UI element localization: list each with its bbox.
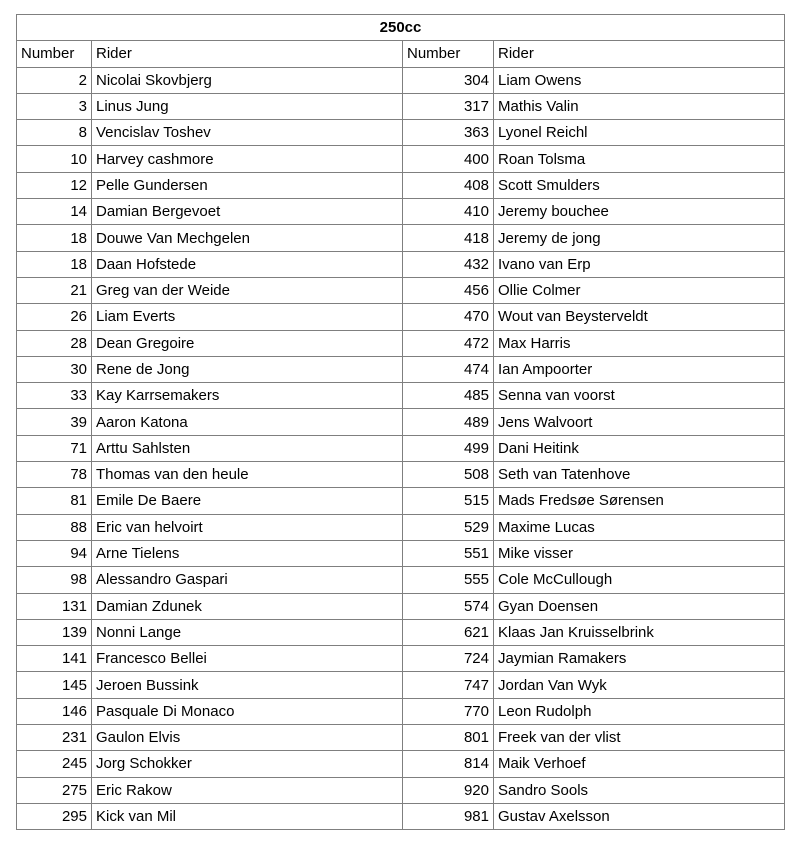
left-rider-cell: Pelle Gundersen xyxy=(92,172,403,198)
left-rider-cell: Kay Karrsemakers xyxy=(92,383,403,409)
right-rider-cell: Jordan Van Wyk xyxy=(494,672,785,698)
table-title: 250cc xyxy=(17,15,785,41)
left-number-cell: 12 xyxy=(17,172,92,198)
left-rider-cell: Francesco Bellei xyxy=(92,646,403,672)
left-number-cell: 10 xyxy=(17,146,92,172)
left-number-cell: 139 xyxy=(17,619,92,645)
table-row xyxy=(17,593,785,619)
left-rider-cell: Nicolai Skovbjerg xyxy=(92,67,403,93)
left-rider-cell: Rene de Jong xyxy=(92,356,403,382)
right-number-cell: 474 xyxy=(403,356,494,382)
right-rider-cell: Roan Tolsma xyxy=(494,146,785,172)
right-number-cell: 410 xyxy=(403,199,494,225)
left-rider-cell: Pasquale Di Monaco xyxy=(92,698,403,724)
left-rider-cell: Vencislav Toshev xyxy=(92,120,403,146)
left-number-cell: 81 xyxy=(17,488,92,514)
left-rider-cell: Gaulon Elvis xyxy=(92,725,403,751)
left-rider-cell: Emile De Baere xyxy=(92,488,403,514)
left-number-cell: 231 xyxy=(17,725,92,751)
right-rider-cell: Mads Fredsøe Sørensen xyxy=(494,488,785,514)
right-rider-cell: Scott Smulders xyxy=(494,172,785,198)
right-number-cell: 981 xyxy=(403,803,494,829)
right-rider-cell: Maxime Lucas xyxy=(494,514,785,540)
right-rider-cell: Cole McCullough xyxy=(494,567,785,593)
right-number-cell: 515 xyxy=(403,488,494,514)
right-number-cell: 814 xyxy=(403,751,494,777)
right-rider-cell: Wout van Beysterveldt xyxy=(494,304,785,330)
table-row xyxy=(17,304,785,330)
right-rider-cell: Jeremy bouchee xyxy=(494,199,785,225)
right-rider-cell: Freek van der vlist xyxy=(494,725,785,751)
table-row xyxy=(17,277,785,303)
left-number-cell: 275 xyxy=(17,777,92,803)
table-row xyxy=(17,751,785,777)
right-rider-cell: Klaas Jan Kruisselbrink xyxy=(494,619,785,645)
table-row xyxy=(17,251,785,277)
left-rider-cell: Damian Zdunek xyxy=(92,593,403,619)
right-rider-cell: Jens Walvoort xyxy=(494,409,785,435)
left-rider-cell: Arne Tielens xyxy=(92,540,403,566)
table-row xyxy=(17,67,785,93)
right-rider-cell: Sandro Sools xyxy=(494,777,785,803)
left-number-cell: 28 xyxy=(17,330,92,356)
left-rider-cell: Aaron Katona xyxy=(92,409,403,435)
left-number-cell: 145 xyxy=(17,672,92,698)
table-row xyxy=(17,330,785,356)
left-number-cell: 2 xyxy=(17,67,92,93)
table-row xyxy=(17,488,785,514)
left-number-cell: 131 xyxy=(17,593,92,619)
right-number-cell: 801 xyxy=(403,725,494,751)
right-number-cell: 508 xyxy=(403,462,494,488)
right-rider-cell: Ollie Colmer xyxy=(494,277,785,303)
left-rider-cell: Linus Jung xyxy=(92,93,403,119)
right-rider-cell: Gustav Axelsson xyxy=(494,803,785,829)
right-rider-cell: Dani Heitink xyxy=(494,435,785,461)
table-row xyxy=(17,383,785,409)
left-number-cell: 30 xyxy=(17,356,92,382)
left-rider-cell: Harvey cashmore xyxy=(92,146,403,172)
left-rider-cell: Nonni Lange xyxy=(92,619,403,645)
left-number-cell: 21 xyxy=(17,277,92,303)
left-rider-cell: Liam Everts xyxy=(92,304,403,330)
right-number-cell: 920 xyxy=(403,777,494,803)
right-rider-cell: Mike visser xyxy=(494,540,785,566)
table-row xyxy=(17,146,785,172)
right-rider-cell: Lyonel Reichl xyxy=(494,120,785,146)
left-number-cell: 245 xyxy=(17,751,92,777)
left-rider-cell: Daan Hofstede xyxy=(92,251,403,277)
table-row xyxy=(17,777,785,803)
left-number-cell: 141 xyxy=(17,646,92,672)
table-row xyxy=(17,567,785,593)
table-row xyxy=(17,462,785,488)
right-number-cell: 408 xyxy=(403,172,494,198)
left-number-cell: 39 xyxy=(17,409,92,435)
title-row xyxy=(17,15,785,41)
header-rider-1: Rider xyxy=(92,41,403,67)
right-rider-cell: Ian Ampoorter xyxy=(494,356,785,382)
table-row xyxy=(17,619,785,645)
left-number-cell: 78 xyxy=(17,462,92,488)
header-row xyxy=(17,41,785,67)
left-rider-cell: Douwe Van Mechgelen xyxy=(92,225,403,251)
header-number-2: Number xyxy=(403,41,494,67)
table-row xyxy=(17,356,785,382)
table-row xyxy=(17,409,785,435)
table-row xyxy=(17,93,785,119)
right-rider-cell: Senna van voorst xyxy=(494,383,785,409)
table-row xyxy=(17,803,785,829)
right-rider-cell: Jeremy de jong xyxy=(494,225,785,251)
left-number-cell: 71 xyxy=(17,435,92,461)
right-number-cell: 432 xyxy=(403,251,494,277)
left-number-cell: 33 xyxy=(17,383,92,409)
table-row xyxy=(17,698,785,724)
right-rider-cell: Leon Rudolph xyxy=(494,698,785,724)
rider-table xyxy=(16,14,785,830)
right-rider-cell: Ivano van Erp xyxy=(494,251,785,277)
right-number-cell: 485 xyxy=(403,383,494,409)
left-rider-cell: Greg van der Weide xyxy=(92,277,403,303)
left-rider-cell: Thomas van den heule xyxy=(92,462,403,488)
table-row xyxy=(17,225,785,251)
table-row xyxy=(17,172,785,198)
left-number-cell: 14 xyxy=(17,199,92,225)
right-number-cell: 747 xyxy=(403,672,494,698)
left-number-cell: 94 xyxy=(17,540,92,566)
table-row xyxy=(17,120,785,146)
left-rider-cell: Jorg Schokker xyxy=(92,751,403,777)
right-rider-cell: Mathis Valin xyxy=(494,93,785,119)
table-row xyxy=(17,725,785,751)
left-rider-cell: Arttu Sahlsten xyxy=(92,435,403,461)
right-number-cell: 304 xyxy=(403,67,494,93)
right-number-cell: 489 xyxy=(403,409,494,435)
left-number-cell: 26 xyxy=(17,304,92,330)
right-number-cell: 363 xyxy=(403,120,494,146)
right-number-cell: 724 xyxy=(403,646,494,672)
right-number-cell: 770 xyxy=(403,698,494,724)
right-number-cell: 470 xyxy=(403,304,494,330)
right-number-cell: 551 xyxy=(403,540,494,566)
table-row xyxy=(17,646,785,672)
table-row xyxy=(17,540,785,566)
right-number-cell: 400 xyxy=(403,146,494,172)
left-number-cell: 18 xyxy=(17,225,92,251)
right-number-cell: 317 xyxy=(403,93,494,119)
header-number-1: Number xyxy=(17,41,92,67)
right-number-cell: 574 xyxy=(403,593,494,619)
right-rider-cell: Gyan Doensen xyxy=(494,593,785,619)
left-rider-cell: Damian Bergevoet xyxy=(92,199,403,225)
left-rider-cell: Jeroen Bussink xyxy=(92,672,403,698)
right-number-cell: 621 xyxy=(403,619,494,645)
header-rider-2: Rider xyxy=(494,41,785,67)
right-rider-cell: Max Harris xyxy=(494,330,785,356)
table-row xyxy=(17,672,785,698)
right-rider-cell: Maik Verhoef xyxy=(494,751,785,777)
table-row xyxy=(17,514,785,540)
left-rider-cell: Eric Rakow xyxy=(92,777,403,803)
left-number-cell: 98 xyxy=(17,567,92,593)
left-number-cell: 146 xyxy=(17,698,92,724)
right-rider-cell: Liam Owens xyxy=(494,67,785,93)
left-rider-cell: Alessandro Gaspari xyxy=(92,567,403,593)
right-number-cell: 456 xyxy=(403,277,494,303)
right-number-cell: 472 xyxy=(403,330,494,356)
left-rider-cell: Dean Gregoire xyxy=(92,330,403,356)
right-number-cell: 555 xyxy=(403,567,494,593)
right-number-cell: 529 xyxy=(403,514,494,540)
right-rider-cell: Seth van Tatenhove xyxy=(494,462,785,488)
table-row xyxy=(17,435,785,461)
table-row xyxy=(17,199,785,225)
left-number-cell: 3 xyxy=(17,93,92,119)
right-number-cell: 418 xyxy=(403,225,494,251)
left-rider-cell: Eric van helvoirt xyxy=(92,514,403,540)
right-number-cell: 499 xyxy=(403,435,494,461)
left-number-cell: 295 xyxy=(17,803,92,829)
left-rider-cell: Kick van Mil xyxy=(92,803,403,829)
left-number-cell: 8 xyxy=(17,120,92,146)
left-number-cell: 18 xyxy=(17,251,92,277)
right-rider-cell: Jaymian Ramakers xyxy=(494,646,785,672)
left-number-cell: 88 xyxy=(17,514,92,540)
